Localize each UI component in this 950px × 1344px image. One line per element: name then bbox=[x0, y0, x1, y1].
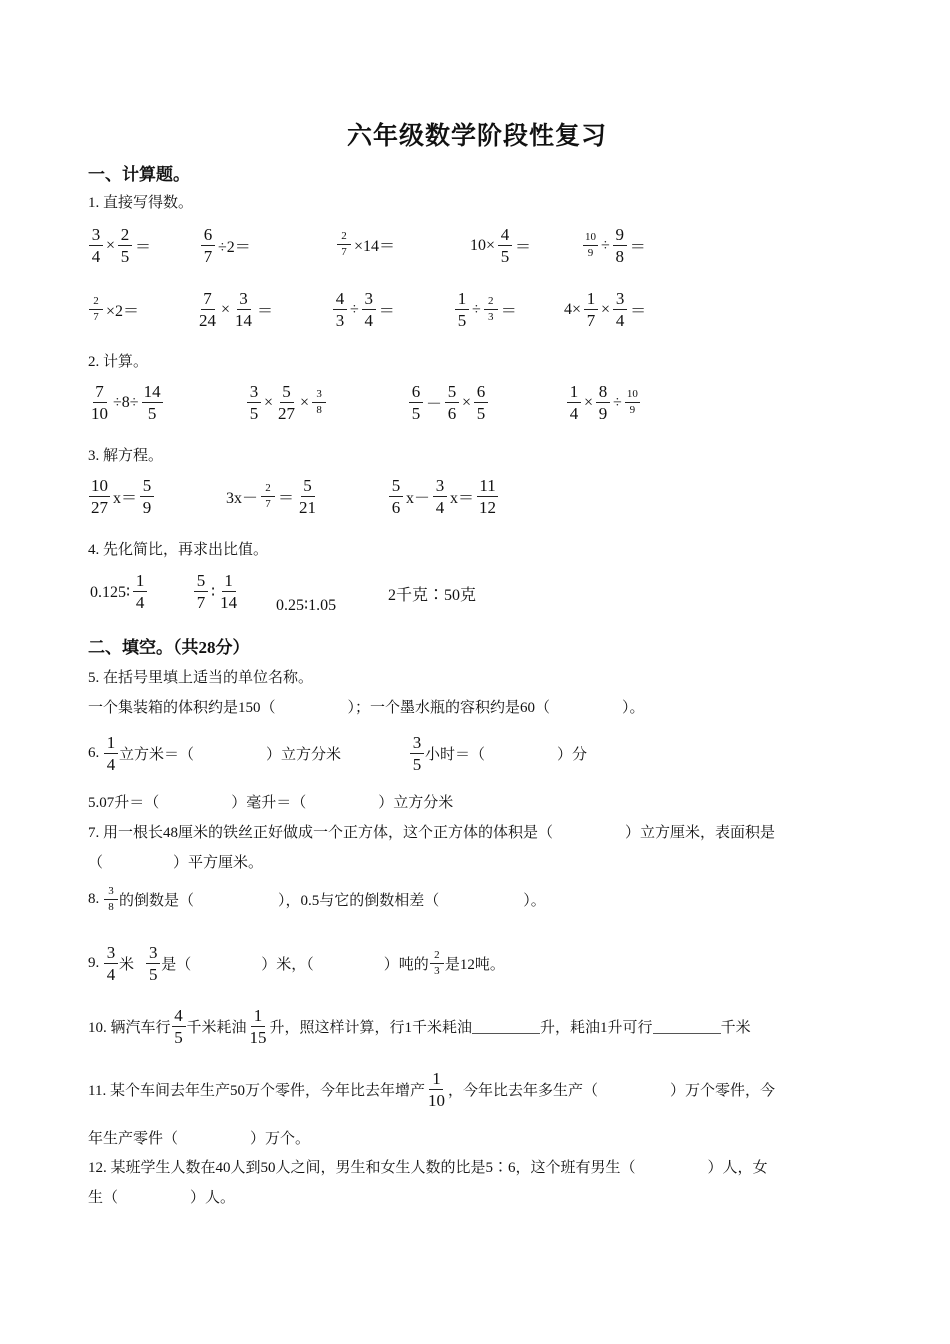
answer-blank[interactable] bbox=[472, 1019, 540, 1034]
q10-line: 10. 辆汽车行 $\frac{4}{5}$ 千米耗油 $\frac{1}{15}$ 升，照这样计算，行1千米耗油 升，耗油1升可行 千米 bbox=[88, 1006, 751, 1047]
fraction: $\frac{1}{10}$ bbox=[427, 1069, 445, 1110]
q2-label: 2. 计算。 bbox=[88, 354, 149, 370]
fraction: $\frac{7}{24}$ bbox=[199, 289, 216, 330]
fraction: $\frac{1}{7}$ bbox=[584, 290, 598, 329]
fraction: $\frac{3}{5}$ bbox=[247, 383, 261, 422]
fraction: $\frac{1}{14}$ bbox=[220, 571, 238, 612]
q1-expr-2: $\frac{6}{7}$ ÷2＝ bbox=[200, 226, 253, 265]
fraction: $\frac{2}{3}$ bbox=[484, 296, 498, 323]
fraction: $\frac{2}{7}$ bbox=[89, 296, 103, 323]
fraction: $\frac{5}{21}$ bbox=[299, 476, 317, 517]
fraction: $\frac{4}{5}$ bbox=[498, 226, 512, 265]
q2-expr-4: $\frac{1}{4}$ × $\frac{8}{9}$ ÷ $\frac{10}{9}$ bbox=[566, 383, 641, 422]
fraction: $\frac{7}{10}$ bbox=[91, 382, 108, 423]
q1-expr-5: $\frac{10}{9}$ ÷ $\frac{9}{8}$ ＝ bbox=[585, 225, 646, 266]
fraction: $\frac{11}{12}$ bbox=[479, 476, 497, 517]
fraction: $\frac{4}{3}$ bbox=[333, 290, 347, 329]
fraction: $\frac{6}{5}$ bbox=[409, 383, 423, 422]
fraction: $\frac{14}{5}$ bbox=[143, 382, 161, 423]
fraction: $\frac{6}{5}$ bbox=[474, 383, 488, 422]
q5-line: 一个集装箱的体积约是150（ ）；一个墨水瓶的容积约是60（ ）。 bbox=[88, 700, 645, 716]
fraction: $\frac{10}{9}$ bbox=[585, 231, 596, 259]
q1-expr-10: 4× $\frac{1}{7}$ × $\frac{3}{4}$ ＝ bbox=[564, 289, 647, 330]
fraction: $\frac{1}{4}$ bbox=[133, 572, 147, 611]
q1-expr-6: $\frac{2}{7}$ ×2＝ bbox=[88, 296, 141, 323]
q5-label: 5. 在括号里填上适当的单位名称。 bbox=[88, 670, 314, 686]
fraction: $\frac{10}{9}$ bbox=[626, 388, 638, 416]
q1-label: 1. 直接写得数。 bbox=[88, 195, 194, 211]
fraction: $\frac{3}{4}$ bbox=[104, 944, 118, 983]
fraction: $\frac{3}{5}$ bbox=[410, 734, 424, 773]
q4-expr-4: 2千克∶50克 bbox=[388, 587, 477, 604]
q4-expr-1: 0.125∶ $\frac{1}{4}$ bbox=[88, 572, 148, 611]
fraction: $\frac{3}{5}$ bbox=[146, 944, 160, 983]
q1-expr-7: $\frac{7}{24}$ × $\frac{3}{14}$ ＝ bbox=[199, 289, 274, 330]
fraction: $\frac{1}{15}$ bbox=[249, 1006, 267, 1047]
q1-expr-4: 10× $\frac{4}{5}$ ＝ bbox=[470, 225, 532, 266]
fraction: $\frac{3}{4}$ bbox=[613, 290, 627, 329]
fraction: $\frac{1}{4}$ bbox=[567, 383, 581, 422]
q4-expr-3: 0.25∶1.05 bbox=[276, 597, 337, 614]
fraction: $\frac{5}{7}$ bbox=[194, 572, 208, 611]
fraction: $\frac{9}{8}$ bbox=[613, 226, 627, 265]
q2-expr-1: $\frac{7}{10}$ ÷8÷ $\frac{14}{5}$ bbox=[91, 382, 161, 423]
fraction: $\frac{8}{9}$ bbox=[596, 383, 610, 422]
fraction: $\frac{5}{27}$ bbox=[278, 382, 296, 423]
fraction: $\frac{3}{14}$ bbox=[235, 289, 253, 330]
q3-label: 3. 解方程。 bbox=[88, 448, 164, 464]
q1-expr-9: $\frac{1}{5}$ ÷ $\frac{2}{3}$ ＝ bbox=[454, 290, 519, 329]
q1-expr-3: $\frac{2}{7}$ ×14＝ bbox=[336, 231, 397, 258]
q7-line-1: 7. 用一根长48厘米的铁丝正好做成一个正方体，这个正方体的体积是（ ）立方厘米，表面积是 bbox=[88, 825, 776, 841]
q6-line: 6. $\frac{1}{4}$ 立方米＝（ ）立方分米 $\frac{3}{5}$ 小时＝（ ）分 bbox=[88, 733, 588, 774]
q12-line-1: 12. 某班学生人数在40人到50人之间，男生和女生人数的比是5∶6，这个班有男生（ ）人，女 bbox=[88, 1160, 768, 1176]
q3-expr-2: 3x－ $\frac{2}{7}$ ＝ $\frac{5}{21}$ bbox=[226, 476, 317, 517]
fraction: $\frac{3}{8}$ bbox=[104, 886, 118, 913]
fraction: $\frac{3}{8}$ bbox=[312, 389, 326, 416]
answer-blank[interactable] bbox=[653, 1019, 721, 1034]
q8-line: 8. $\frac{3}{8}$ 的倒数是（ ），0.5与它的倒数相差（ ）。 bbox=[88, 885, 546, 913]
q11-line-1: 11. 某个车间去年生产50万个零件，今年比去年增产 $\frac{1}{10}$ ，今年比去年多生产（ ）万个零件，今 bbox=[88, 1069, 775, 1110]
fraction: $\frac{3}{4}$ bbox=[433, 477, 447, 516]
fraction: $\frac{6}{7}$ bbox=[201, 226, 215, 265]
q1-expr-1: $\frac{3}{4}$ × $\frac{2}{5}$ ＝ bbox=[88, 226, 153, 265]
q6b-line: 5.07升＝（ ）毫升＝（ ）立方分米 bbox=[88, 795, 454, 811]
q12-line-2: 生（ ）人。 bbox=[88, 1190, 236, 1206]
page-title: 六年级数学阶段性复习 bbox=[347, 123, 608, 150]
q2-expr-3: $\frac{6}{5}$ － $\frac{5}{6}$ × $\frac{6}{5}$ bbox=[408, 383, 489, 422]
fraction: $\frac{5}{6}$ bbox=[389, 477, 403, 516]
fraction: $\frac{2}{5}$ bbox=[118, 226, 132, 265]
q1-expr-8: $\frac{4}{3}$ ÷ $\frac{3}{4}$ ＝ bbox=[332, 290, 397, 329]
q3-expr-3: $\frac{5}{6}$ x－ $\frac{3}{4}$ x＝ $\frac{11}{12}$ bbox=[388, 477, 499, 516]
fraction: $\frac{3}{4}$ bbox=[362, 290, 376, 329]
fraction: $\frac{4}{5}$ bbox=[172, 1007, 186, 1046]
fraction: $\frac{2}{7}$ bbox=[261, 483, 275, 510]
fraction: $\frac{5}{6}$ bbox=[445, 383, 459, 422]
fraction: $\frac{1}{5}$ bbox=[455, 290, 469, 329]
section-heading-fill: 二、填空。（共28分） bbox=[88, 638, 250, 657]
q2-expr-2: $\frac{3}{5}$ × $\frac{5}{27}$ × $\frac{3}{8}$ bbox=[246, 383, 327, 422]
section-heading-calc: 一、计算题。 bbox=[88, 165, 190, 184]
q11-line-2: 年生产零件（ ）万个。 bbox=[88, 1131, 311, 1147]
fraction: $\frac{10}{27}$ bbox=[91, 476, 108, 517]
q7-line-2: （ ）平方厘米。 bbox=[88, 855, 264, 871]
q3-expr-1: $\frac{10}{27}$ x＝ $\frac{5}{9}$ bbox=[88, 477, 155, 516]
q4-label: 4. 先化简比，再求出比值。 bbox=[88, 542, 269, 558]
q9-line: 9. $\frac{3}{4}$ 米 $\frac{3}{5}$ 是（ ）米，（ ）吨的 $\frac{2}{3}$ 是12吨。 bbox=[88, 943, 505, 984]
fraction: $\frac{1}{4}$ bbox=[104, 734, 118, 773]
fraction: $\frac{3}{4}$ bbox=[89, 226, 103, 265]
fraction: $\frac{5}{9}$ bbox=[140, 477, 154, 516]
fraction: $\frac{2}{7}$ bbox=[337, 231, 351, 258]
q4-expr-2: $\frac{5}{7}$ ∶ $\frac{1}{14}$ bbox=[193, 572, 240, 611]
fraction: $\frac{2}{3}$ bbox=[430, 950, 444, 977]
